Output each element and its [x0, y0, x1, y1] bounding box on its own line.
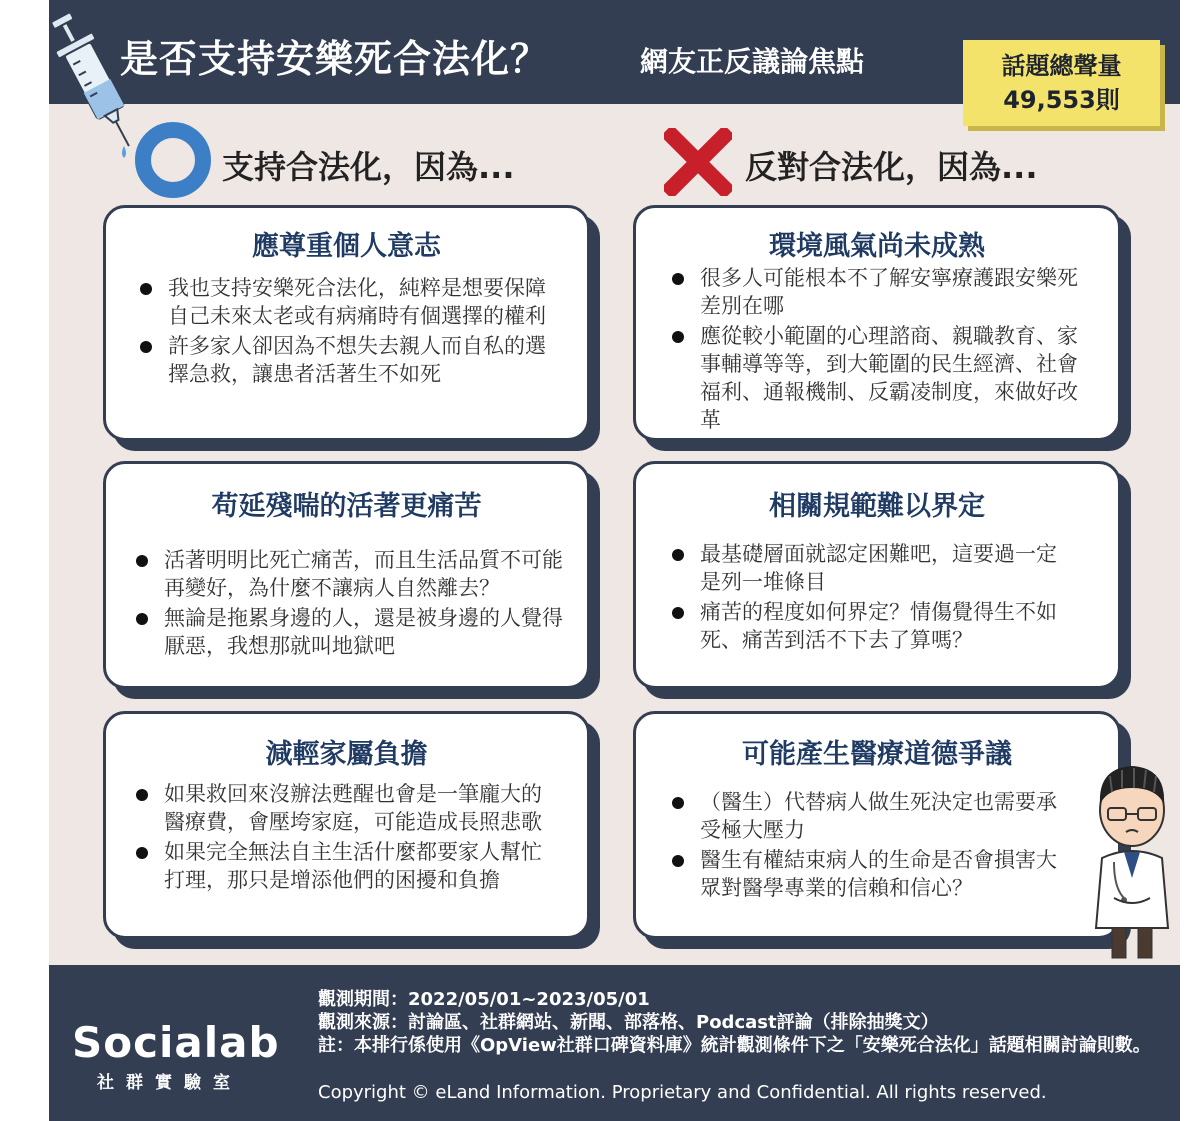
list-item: 無論是拖累身邊的人，還是被身邊的人覺得厭惡，我想那就叫地獄吧 — [134, 604, 564, 660]
list-item: 如果完全無法自主生活什麼都要家人幫忙打理，那只是增添他們的困擾和負擔 — [134, 838, 549, 894]
doctor-illustration — [1084, 758, 1180, 963]
circle-icon — [135, 122, 211, 198]
point-list — [670, 788, 1065, 904]
oppose-card-1 — [633, 205, 1121, 441]
list-item: 醫生有權結束病人的生命是否會損害大眾對醫學專業的信賴和信心？ — [670, 846, 1065, 902]
card-title: 苟延殘喘的活著更痛苦 — [211, 491, 482, 522]
observation-source: 觀測來源：討論區、社群網站、新聞、部落格、Podcast評論（排除抽獎文） — [318, 1012, 939, 1033]
cross-icon — [664, 128, 732, 196]
card-title: 應尊重個人意志 — [252, 231, 441, 262]
card-title: 可能產生醫療道德爭議 — [742, 739, 1012, 770]
support-card-2 — [103, 461, 590, 689]
oppose-card-3 — [633, 711, 1121, 939]
point-list — [138, 274, 548, 390]
support-card-1 — [103, 205, 590, 441]
observation-period: 觀測期間：2022/05/01~2023/05/01 — [318, 989, 650, 1010]
point-list — [134, 780, 549, 896]
volume-badge — [963, 40, 1160, 126]
volume-label: 話題總聲量 — [1001, 52, 1122, 80]
list-item: 許多家人卻因為不想失去親人而自私的選擇急救，讓患者活著生不如死 — [138, 332, 548, 388]
list-item: 應從較小範圍的心理諮商、親職教育、家事輔導等等，到大範圍的民生經濟、社會福利、通報機制、反霸凌制度，來做好改革 — [670, 322, 1085, 434]
list-item: 痛苦的程度如何界定？情傷覺得生不如死、痛苦到活不下去了算嗎？ — [670, 598, 1060, 654]
list-item: （醫生）代替病人做生死決定也需要承受極大壓力 — [670, 788, 1065, 844]
oppose-heading: 反對合法化，因為... — [745, 148, 1038, 186]
card-title: 環境風氣尚未成熟 — [769, 231, 985, 262]
list-item: 最基礎層面就認定困難吧，這要過一定是列一堆條目 — [670, 540, 1060, 596]
page-subtitle: 網友正反議論焦點 — [640, 45, 865, 78]
copyright: Copyright © eLand Information. Proprietary and Confidential. All rights reserved. — [318, 1082, 1047, 1103]
point-list — [134, 546, 564, 662]
page-title: 是否支持安樂死合法化？ — [120, 37, 550, 81]
brand-subtitle: 社群實驗室 — [97, 1073, 242, 1093]
brand-logo: Socialab — [72, 1018, 280, 1067]
card-title: 減輕家屬負擔 — [265, 739, 428, 770]
list-item: 很多人可能根本不了解安寧療護跟安樂死差別在哪 — [670, 264, 1085, 320]
support-heading: 支持合法化，因為... — [222, 148, 515, 186]
volume-value: 49,553則 — [1003, 86, 1120, 114]
list-item: 活著明明比死亡痛苦，而且生活品質不可能再變好，為什麼不讓病人自然離去？ — [134, 546, 564, 602]
oppose-card-2 — [633, 461, 1121, 689]
list-item: 如果救回來沒辦法甦醒也會是一筆龐大的醫療費，會壓垮家庭，可能造成長照悲歌 — [134, 780, 549, 836]
list-item: 我也支持安樂死合法化，純粹是想要保障自己未來太老或有病痛時有個選擇的權利 — [138, 274, 548, 330]
point-list — [670, 540, 1060, 656]
support-card-3 — [103, 711, 590, 939]
footnote: 註：本排行係使用《OpView社群口碑資料庫》統計觀測條件下之「安樂死合法化」話題相關討論則數。 — [318, 1035, 1151, 1056]
point-list — [670, 264, 1085, 436]
card-title: 相關規範難以界定 — [769, 491, 985, 522]
